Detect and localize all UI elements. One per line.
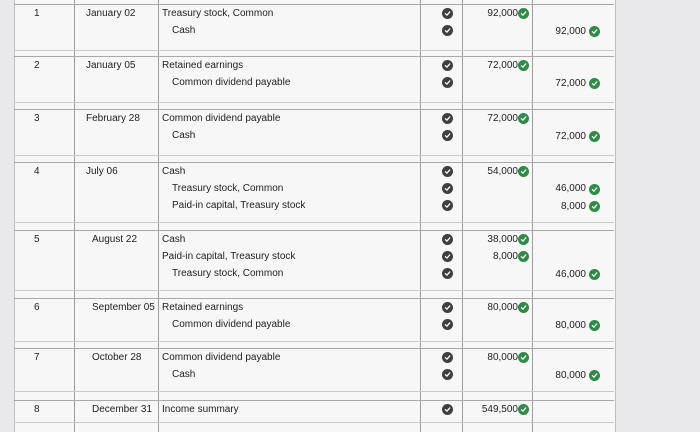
- entry-date[interactable]: December 31: [92, 404, 153, 415]
- account-field[interactable]: Retained earnings: [162, 302, 244, 313]
- entry-date[interactable]: February 28: [86, 113, 140, 124]
- check-circle-icon: [518, 404, 529, 415]
- check-circle-icon: [518, 251, 529, 262]
- debit-field[interactable]: 8,000: [492, 251, 518, 262]
- check-circle-icon: [442, 404, 453, 415]
- account-field[interactable]: Common dividend payable: [172, 77, 291, 88]
- check-circle-icon: [442, 302, 453, 313]
- debit-field[interactable]: 92,000: [487, 8, 518, 19]
- account-field[interactable]: Common dividend payable: [172, 319, 291, 330]
- check-circle-icon: [518, 113, 529, 124]
- row-divider: [14, 391, 614, 392]
- account-field[interactable]: Treasury stock, Common: [172, 268, 284, 279]
- entry-date[interactable]: August 22: [92, 234, 138, 245]
- row-divider: [14, 102, 614, 103]
- check-circle-icon: [518, 302, 529, 313]
- row-divider: [14, 56, 614, 57]
- account-field[interactable]: Common dividend payable: [162, 113, 281, 124]
- entry-number: 2: [34, 60, 40, 71]
- check-circle-icon: [442, 166, 453, 177]
- row-divider: [14, 4, 614, 5]
- row-divider: [14, 230, 614, 231]
- check-circle-icon: [518, 234, 529, 245]
- account-field[interactable]: Cash: [162, 234, 186, 245]
- entry-number: 7: [34, 352, 40, 363]
- entry-number: 4: [34, 166, 40, 177]
- credit-field[interactable]: 46,000: [555, 269, 586, 280]
- credit-field[interactable]: 80,000: [555, 320, 586, 331]
- credit-field[interactable]: 46,000: [555, 183, 586, 194]
- row-divider: [14, 400, 614, 401]
- row-divider: [14, 348, 614, 349]
- account-field[interactable]: Income summary: [162, 404, 239, 415]
- debit-field[interactable]: 80,000: [487, 302, 518, 313]
- account-field[interactable]: Retained earnings: [162, 60, 244, 71]
- account-field[interactable]: Treasury stock, Common: [162, 8, 274, 19]
- account-field[interactable]: Cash: [172, 130, 196, 141]
- entry-date[interactable]: September 05: [92, 302, 155, 313]
- entry-date[interactable]: July 06: [86, 166, 118, 177]
- check-circle-icon: [589, 201, 600, 212]
- check-circle-icon: [589, 131, 600, 142]
- column-divider: [462, 0, 463, 432]
- entry-number: 5: [34, 234, 40, 245]
- entry-number: 3: [34, 113, 40, 124]
- row-divider: [14, 290, 614, 291]
- account-field[interactable]: Treasury stock, Common: [172, 183, 284, 194]
- account-field[interactable]: Paid-in capital, Treasury stock: [172, 200, 306, 211]
- check-circle-icon: [442, 200, 453, 211]
- check-circle-icon: [442, 234, 453, 245]
- debit-field[interactable]: 549,500: [481, 404, 518, 415]
- entry-number: 6: [34, 302, 40, 313]
- column-divider: [532, 0, 533, 432]
- check-circle-icon: [518, 60, 529, 71]
- check-circle-icon: [518, 8, 529, 19]
- entry-date[interactable]: January 05: [86, 60, 136, 71]
- check-circle-icon: [518, 352, 529, 363]
- row-divider: [14, 50, 614, 51]
- account-field[interactable]: Common dividend payable: [162, 352, 281, 363]
- column-divider: [158, 0, 159, 432]
- debit-field[interactable]: 72,000: [487, 60, 518, 71]
- check-circle-icon: [442, 77, 453, 88]
- column-divider: [420, 0, 421, 432]
- row-divider: [14, 155, 614, 156]
- check-circle-icon: [518, 166, 529, 177]
- check-circle-icon: [589, 320, 600, 331]
- check-circle-icon: [442, 130, 453, 141]
- row-divider: [14, 298, 614, 299]
- row-divider: [14, 222, 614, 223]
- account-field[interactable]: Cash: [162, 166, 186, 177]
- row-divider: [14, 341, 614, 342]
- check-circle-icon: [589, 78, 600, 89]
- check-circle-icon: [442, 319, 453, 330]
- column-divider: [74, 0, 75, 432]
- check-circle-icon: [442, 183, 453, 194]
- credit-field[interactable]: 92,000: [555, 26, 586, 37]
- debit-field[interactable]: 54,000: [487, 166, 518, 177]
- account-field[interactable]: Cash: [172, 25, 196, 36]
- row-divider: [14, 422, 614, 423]
- check-circle-icon: [442, 251, 453, 262]
- check-circle-icon: [589, 26, 600, 37]
- check-circle-icon: [442, 268, 453, 279]
- check-circle-icon: [589, 370, 600, 381]
- row-divider: [14, 109, 614, 110]
- entry-number: 1: [34, 8, 40, 19]
- check-circle-icon: [442, 25, 453, 36]
- check-circle-icon: [442, 8, 453, 19]
- check-circle-icon: [589, 269, 600, 280]
- credit-field[interactable]: 72,000: [555, 131, 586, 142]
- debit-field[interactable]: 80,000: [487, 352, 518, 363]
- account-field[interactable]: Paid-in capital, Treasury stock: [162, 251, 296, 262]
- check-circle-icon: [442, 60, 453, 71]
- check-circle-icon: [442, 369, 453, 380]
- check-circle-icon: [589, 184, 600, 195]
- credit-field[interactable]: 80,000: [555, 370, 586, 381]
- credit-field[interactable]: 72,000: [555, 78, 586, 89]
- account-field[interactable]: Cash: [172, 369, 196, 380]
- entry-date[interactable]: October 28: [92, 352, 142, 363]
- debit-field[interactable]: 38,000: [487, 234, 518, 245]
- check-circle-icon: [442, 113, 453, 124]
- row-divider: [14, 162, 614, 163]
- check-circle-icon: [442, 352, 453, 363]
- entry-date[interactable]: January 02: [86, 8, 136, 19]
- debit-field[interactable]: 72,000: [487, 113, 518, 124]
- entry-number: 8: [34, 404, 40, 415]
- credit-field[interactable]: 8,000: [560, 201, 586, 212]
